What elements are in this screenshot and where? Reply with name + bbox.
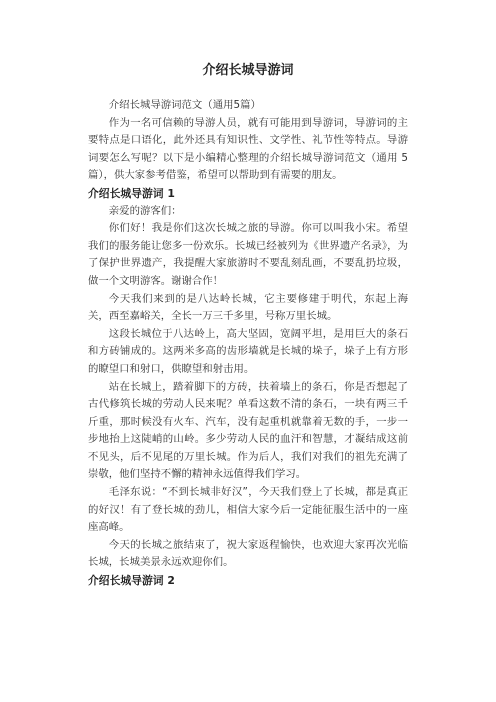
- section1-paragraph: 你们好！我是你们这次长城之旅的导游。你可以叫我小宋。希望我们的服务能让您多一份欢乐。长城已经被列为《世界遗产名录》，为了保护世界遗产，我提醒大家旅游时不要乱刻乱画，不要乱扔垃圾，做一个文明游客。谢谢合作！: [88, 222, 408, 287]
- document-title: 介绍长城导游词: [202, 63, 294, 78]
- section1-paragraph: 毛泽东说：“不到长城非好汉”，今天我们登上了长城，都是真正的好汉！有了登长城的劲儿，相信大家今后一定能征服生活中的一座座高峰。: [88, 486, 408, 534]
- section1-paragraph: 这段长城位于八达岭上，高大坚固，宽阔平坦，是用巨大的条石和方砖铺成的。这两米多高的齿形墙就是长城的垛子，垛子上有方形的瞭望口和射口，供瞭望和射击用。: [88, 327, 408, 375]
- section1-paragraph: 今天我们来到的是八达岭长城，它主要修建于明代，东起上海关，西至嘉峪关，全长一万三千多里，号称万里长城。: [88, 292, 408, 323]
- section-heading-1: 介绍长城导游词 1: [88, 186, 175, 200]
- section-heading-2: 介绍长城导游词 2: [88, 574, 175, 588]
- intro-line: 介绍长城导游词范文（通用5篇）: [108, 99, 261, 111]
- section1-paragraph: 亲爱的游客们：: [108, 204, 182, 217]
- intro-paragraph: 作为一名可信赖的导游人员，就有可能用到导游词，导游词的主要特点是口语化，此外还具有知识性、文学性、礼节性等特点。导游词要怎么写呢？以下是小编精心整理的介绍长城导游词范文（通用 5篇），供大家参考借鉴，希望可以帮助到有需要的朋友。: [88, 116, 408, 182]
- section1-paragraph: 站在长城上，踏着脚下的方砖，扶着墙上的条石，你是否想起了古代修筑长城的劳动人民来呢？单看这数不清的条石，一块有两三千斤重，那时候没有火车、汽车，没有起重机就靠着无数的手，一步一步地抬上这陡峭的山岭。多少劳动人民的血汗和智慧，才凝结成这前不见头，后不见尾的万里长城。作为后人，我们对我们的祖先充满了崇敬，他们坚持不懈的精神永远值得我们学习。: [88, 380, 408, 481]
- section1-paragraph: 今天的长城之旅结束了，祝大家返程愉快，也欢迎大家再次光临长城，长城美景永远欢迎你们。: [88, 538, 408, 569]
